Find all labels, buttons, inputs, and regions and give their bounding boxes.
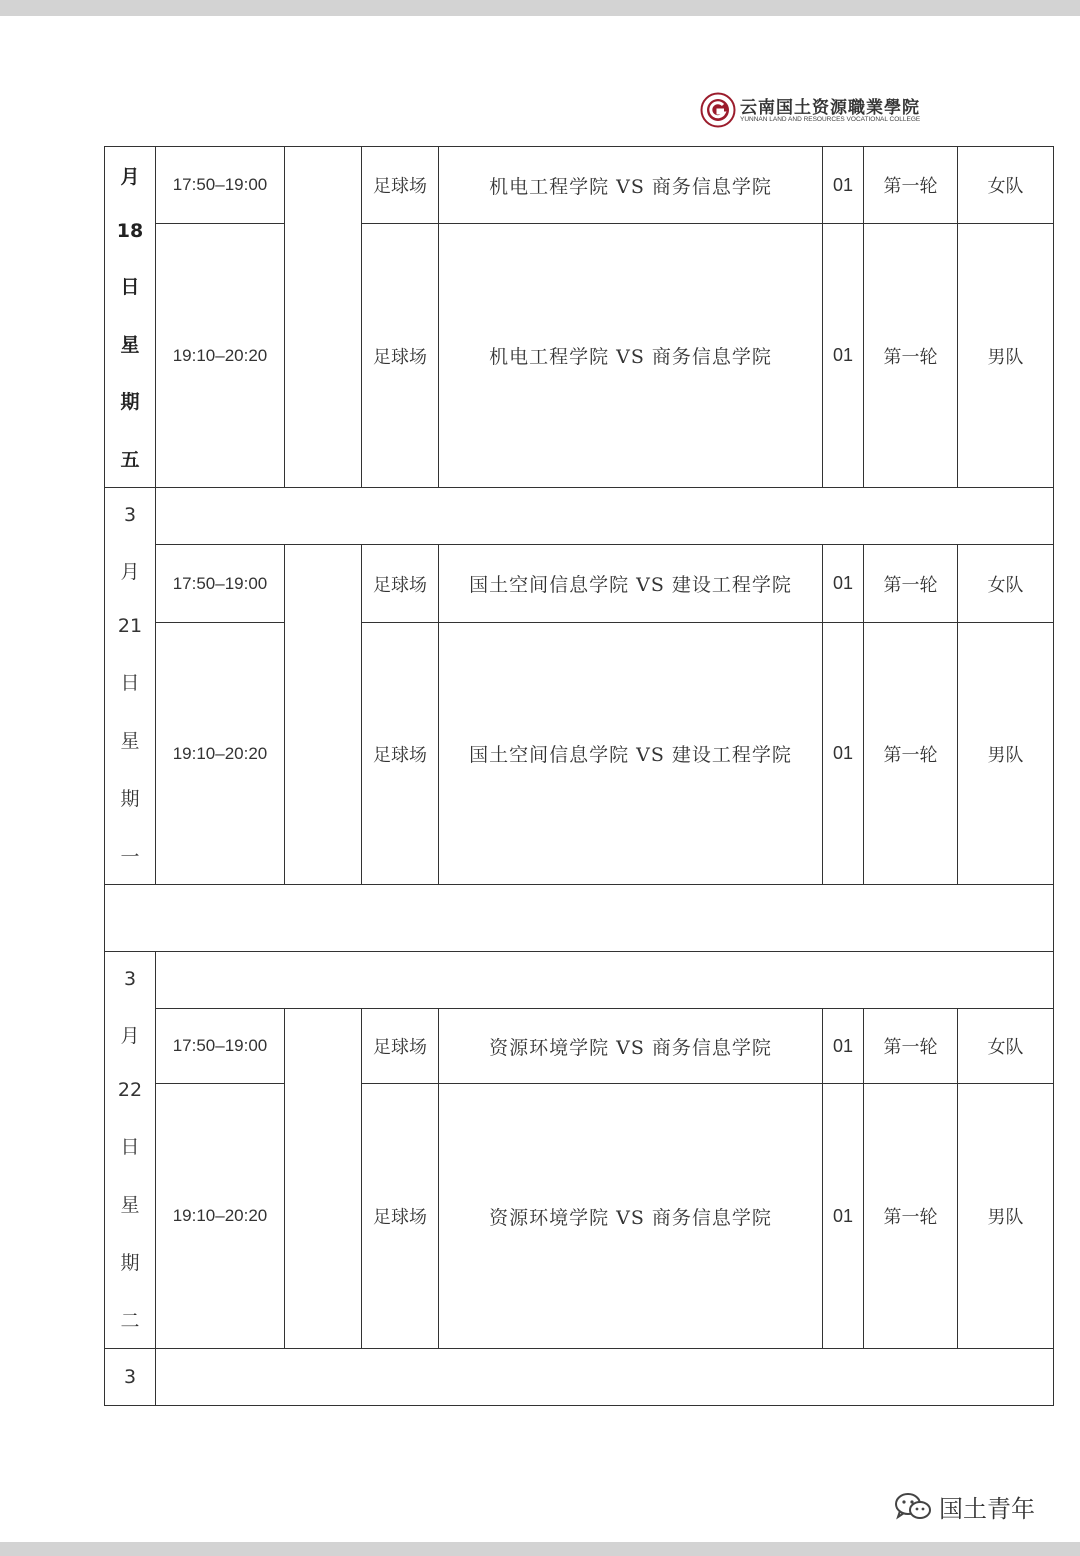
team-cell: 女队 — [958, 147, 1054, 224]
time-cell: 17:50–19:00 — [156, 545, 285, 623]
date-char: 期 — [120, 1251, 140, 1274]
round-cell: 第一轮 — [864, 1084, 958, 1349]
date-cell: 3 — [105, 1349, 156, 1406]
blank-row-cell — [156, 1349, 1054, 1406]
date-char: 月 — [120, 166, 140, 189]
college-name: 云南国土资源職業學院 — [740, 98, 920, 118]
date-cell — [105, 147, 156, 488]
date-char: 月 — [120, 1024, 140, 1047]
match-cell: 资源环境学院 VS 商务信息学院 — [439, 1084, 823, 1349]
date-char: 五 — [120, 448, 140, 471]
watermark-text: 国土青年 — [939, 1495, 1035, 1523]
team-cell: 男队 — [958, 1084, 1054, 1349]
date-char: 月 — [120, 560, 140, 583]
table-row — [105, 1349, 1054, 1406]
top-border — [0, 0, 1080, 16]
date-char: 3 — [123, 503, 137, 526]
date-char: 18 — [116, 219, 144, 242]
time-cell: 19:10–20:20 — [156, 224, 285, 488]
table-row — [105, 1009, 1054, 1084]
round-cell: 第一轮 — [864, 1009, 958, 1084]
date-char: 3 — [123, 967, 137, 990]
empty-cell — [285, 545, 362, 885]
date-char: 期 — [120, 391, 140, 414]
venue-cell: 足球场 — [362, 623, 439, 885]
match-cell: 机电工程学院 VS 商务信息学院 — [439, 147, 823, 224]
match-number-cell: 01 — [823, 224, 864, 488]
blank-row-cell — [156, 488, 1054, 545]
date-cell — [105, 488, 156, 885]
venue-cell: 足球场 — [362, 545, 439, 623]
match-number-cell: 01 — [823, 1009, 864, 1084]
venue-cell: 足球场 — [362, 1009, 439, 1084]
blank-row-cell — [156, 952, 1054, 1009]
venue-cell: 足球场 — [362, 224, 439, 488]
team-cell: 男队 — [958, 224, 1054, 488]
date-char: 期 — [120, 787, 140, 810]
match-cell: 资源环境学院 VS 商务信息学院 — [439, 1009, 823, 1084]
match-cell: 国土空间信息学院 VS 建设工程学院 — [439, 623, 823, 885]
round-cell: 第一轮 — [864, 545, 958, 623]
time-cell: 19:10–20:20 — [156, 623, 285, 885]
wechat-icon — [893, 1492, 933, 1522]
date-char: 日 — [120, 1135, 140, 1158]
round-cell: 第一轮 — [864, 623, 958, 885]
date-char: 星 — [120, 333, 140, 356]
bottom-border — [0, 1542, 1080, 1556]
college-name-en: YUNNAN LAND AND RESOURCES VOCATIONAL COLLEGE — [740, 116, 921, 123]
round-cell: 第一轮 — [864, 147, 958, 224]
match-schedule-table — [104, 146, 1054, 1406]
date-char: 日 — [120, 671, 140, 694]
table-row — [105, 224, 1054, 488]
date-char: 一 — [120, 845, 140, 868]
date-char: 二 — [120, 1309, 140, 1332]
date-char: 21 — [117, 614, 143, 637]
date-char: 日 — [120, 276, 140, 299]
date-char: 星 — [120, 729, 140, 752]
table-row — [105, 1084, 1054, 1349]
team-cell: 女队 — [958, 1009, 1054, 1084]
table-row — [105, 488, 1054, 545]
match-number-cell: 01 — [823, 1084, 864, 1349]
table-row — [105, 545, 1054, 623]
table-row — [105, 147, 1054, 224]
match-number-cell: 01 — [823, 147, 864, 224]
match-cell: 机电工程学院 VS 商务信息学院 — [439, 224, 823, 488]
empty-cell — [285, 147, 362, 488]
table-row — [105, 623, 1054, 885]
team-cell: 男队 — [958, 623, 1054, 885]
match-number-cell: 01 — [823, 545, 864, 623]
time-cell: 19:10–20:20 — [156, 1084, 285, 1349]
blank-row-cell — [105, 885, 1054, 952]
match-number-cell: 01 — [823, 623, 864, 885]
venue-cell: 足球场 — [362, 1084, 439, 1349]
time-cell: 17:50–19:00 — [156, 1009, 285, 1084]
time-cell: 17:50–19:00 — [156, 147, 285, 224]
team-cell: 女队 — [958, 545, 1054, 623]
empty-cell — [285, 1009, 362, 1349]
date-cell — [105, 952, 156, 1349]
date-char: 星 — [120, 1193, 140, 1216]
college-seal-icon — [700, 92, 736, 128]
table-row — [105, 952, 1054, 1009]
match-cell: 国土空间信息学院 VS 建设工程学院 — [439, 545, 823, 623]
college-logo — [700, 92, 930, 130]
date-char: 22 — [117, 1078, 143, 1101]
venue-cell: 足球场 — [362, 147, 439, 224]
round-cell: 第一轮 — [864, 224, 958, 488]
table-row — [105, 885, 1054, 952]
